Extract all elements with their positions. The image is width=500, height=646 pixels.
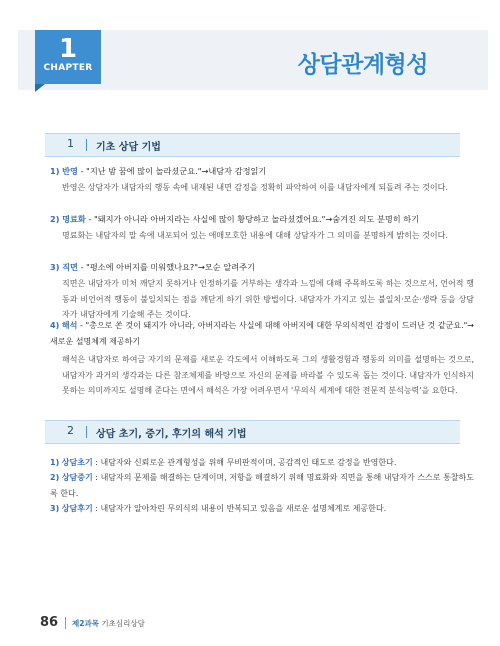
item-number: 1): [50, 458, 60, 467]
item-number: 1): [50, 166, 60, 176]
item-number: 3): [50, 262, 60, 272]
list-item-body: 직면은 내담자가 미처 깨닫지 못하거나 인정하기를 거부하는 생각과 느낌에 대해 주목하도록 하는 것으로서, 언어적 행동과 비언어적 행동이 불일치되는 점을 깨닫게 하기 위한 방법이다. 내담자가 가지고 있는 불일치·모순·생략 등을 상담자가 내담자에게 기술해 주는 것이다.: [62, 279, 474, 319]
list-item-body: 반영은 상담자가 내담자의 행동 속에 내재된 내면 감정을 정확히 파악하여 이를 내담자에게 되돌려 주는 것이다.: [62, 183, 448, 192]
item-number: 4): [50, 321, 60, 330]
item-example: - "돼지가 아니라 아버지라는 사실에 많이 황당하고 놀라셨겠어요."→숨겨진 의도 분명히 하기: [85, 214, 420, 224]
section-2-header: [45, 420, 460, 444]
item-term: 반영: [62, 166, 78, 176]
chapter-badge-fold: [35, 84, 45, 92]
item-example: - "총으로 쏜 것이 돼지가 아니라, 아버지라는 사실에 대해 아버지에 대한 무의식적인 감정이 드러난 것 같군요."→새로운 설명체계 제공하기: [50, 321, 474, 346]
item-number: 3): [50, 504, 60, 513]
list-item-heading: [50, 166, 266, 177]
footer-divider: [65, 617, 66, 629]
item-number: 2): [50, 214, 60, 224]
item-example: - "평소에 아버지를 미워했나요?"→모순 알려주기: [77, 262, 255, 272]
item-term: 상담중기: [61, 473, 93, 482]
section-title: 상담 초기, 중기, 후기의 해석 기법: [96, 429, 247, 440]
chapter-label: CHAPTER: [43, 63, 93, 73]
item-term: 상담초기: [61, 458, 93, 467]
item-number: 2): [50, 473, 60, 482]
section-divider: [86, 426, 87, 438]
list-item-heading: [50, 214, 419, 225]
list-item: [50, 455, 474, 471]
list-item: [50, 501, 474, 517]
section-title: 기초 상담 기법: [96, 142, 161, 153]
section-divider: [86, 139, 87, 151]
list-item-heading: [50, 318, 474, 349]
section-number: 1: [67, 137, 74, 150]
item-text: : 내담자가 알아차린 무의식의 내용이 반복되고 있음을 새로운 설명체계로 제공한다.: [92, 504, 387, 513]
item-term: 해석: [61, 321, 78, 330]
footer-subject: [72, 618, 145, 629]
section-number: 2: [67, 424, 74, 437]
chapter-number: 1: [58, 34, 78, 64]
item-term: 직면: [62, 262, 78, 272]
item-term: 상담후기: [61, 504, 93, 513]
item-example: - "지난 밤 꿈에 많이 놀라셨군요."→내담자 감정읽기: [77, 166, 267, 176]
list-item-body: 해석은 내담자로 하여금 자기의 문제를 새로운 각도에서 이해하도록 그의 생활경험과 행동의 의미를 설명하는 것으로, 내담자가 과거의 생각과는 다른 참조체제를 바탕으로 자신의 문제를 바라볼 수 있도록 돕는 것이다. 내담자가 인식하지 못하는 의미까지도 설명해 준다는 면에서 해석은 가장 어려우면서 '무의식 세계에 대한 전문적 분석능력'을 요한다.: [62, 355, 474, 395]
chapter-badge: [35, 30, 101, 84]
list-item-heading: [50, 262, 255, 273]
item-term: 명료화: [62, 214, 86, 224]
list-item-body: 명료화는 내담자의 말 속에 내포되어 있는 애매모호한 내용에 대해 상담자가 그 의미를 분명하게 밝히는 것이다.: [62, 231, 448, 240]
chapter-title: 상담관계형성: [297, 52, 428, 78]
footer-subject-name: 기초심리상담: [101, 619, 145, 628]
footer-part: 제2과목: [72, 619, 99, 628]
list-item: [50, 470, 474, 501]
section-1-header: [45, 133, 460, 157]
item-text: : 내담자와 신뢰로운 관계형성을 위해 무비판적이며, 공감적인 태도로 감정을 반영한다.: [92, 458, 397, 467]
page-number: 86: [40, 615, 59, 630]
item-text: : 내담자의 문제를 해결하는 단계이며, 저항을 해결하기 위해 명료화와 직면을 통해 내담자가 스스로 통찰하도록 한다.: [50, 473, 474, 498]
